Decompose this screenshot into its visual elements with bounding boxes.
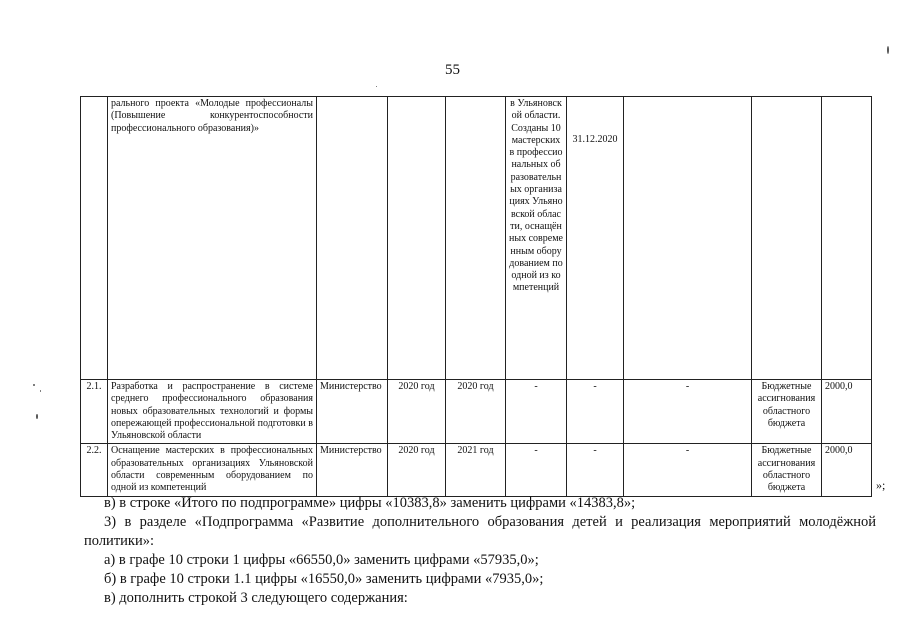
table-row-2-2 xyxy=(81,444,872,496)
cell-amount: 2000,0 xyxy=(822,444,872,496)
cell-executor: Министерство xyxy=(317,444,388,496)
cell-num: 2.1. xyxy=(81,380,108,444)
paragraph-section-3: 3) в разделе «Подпрограмма «Развитие дополнительного образования детей и реализация мероприятий молодёжной политики»: xyxy=(84,514,876,549)
cell-dash: - xyxy=(506,380,567,444)
cell-end xyxy=(446,97,506,380)
cell-source: Бюджетные ассигнования областного бюджета xyxy=(752,380,822,444)
paragraph-b: б) в графе 10 строки 1.1 цифры «16550,0» заменить цифрами «7935,0»; xyxy=(104,571,544,587)
cell-amount xyxy=(822,97,872,380)
cell-num xyxy=(81,97,108,380)
cell-executor: Министерство xyxy=(317,380,388,444)
table-row-continuation xyxy=(81,97,872,380)
cell-dash: - xyxy=(506,444,567,496)
cell-start xyxy=(388,97,446,380)
cell-dash: - xyxy=(567,380,624,444)
cell-source: Бюджетные ассигнования областного бюджета xyxy=(752,444,822,496)
cell-date xyxy=(567,97,624,380)
page-number: 55 xyxy=(445,62,460,78)
scan-speck xyxy=(376,86,377,87)
scan-speck xyxy=(887,46,889,54)
scan-speck xyxy=(36,414,38,419)
cell-event-name: Разработка и распространение в системе среднего профессионального образования новых образовательных технологий и формы опережающей профессиональной подготовки в Ульяновской области xyxy=(108,380,317,444)
cell-amount: 2000,0 xyxy=(822,380,872,444)
scan-speck xyxy=(33,384,35,386)
date-text: 31.12.2020 xyxy=(572,134,618,145)
cell-dash: - xyxy=(624,380,752,444)
paragraph-v-itogo: в) в строке «Итого по подпрограмме» цифры «10383,8» заменить цифрами «14383,8»; xyxy=(104,495,636,511)
paragraph-v-add: в) дополнить строкой 3 следующего содержания: xyxy=(104,590,408,606)
paragraph-a: а) в графе 10 строки 1 цифры «66550,0» заменить цифрами «57935,0»; xyxy=(104,552,539,568)
cell-event-name: Оснащение мастерских в профессиональных образовательных организациях Ульяновской области современным оборудованием по одной из компетенций xyxy=(108,444,317,496)
cell-end: 2021 год xyxy=(446,444,506,496)
cell-executor xyxy=(317,97,388,380)
cell-dash: - xyxy=(567,444,624,496)
cell-source xyxy=(752,97,822,380)
cell-start: 2020 год xyxy=(388,444,446,496)
cell-result: в Ульяновской области. Созданы 10 мастерских в профессиональных образовательных организациях Ульяновской области, оснащённых современным оборудованием по одной из компетенций xyxy=(506,97,567,380)
cell-empty-1 xyxy=(624,97,752,380)
table-row-2-1 xyxy=(81,380,872,444)
cell-start: 2020 год xyxy=(388,380,446,444)
cell-end: 2020 год xyxy=(446,380,506,444)
cell-event-name: рального проекта «Молодые профессионалы (Повышение конкурентоспособности профессионального образования)» xyxy=(108,97,317,380)
scan-speck xyxy=(40,390,41,392)
cell-dash: - xyxy=(624,444,752,496)
table-close-quote: »; xyxy=(876,478,886,492)
cell-num: 2.2. xyxy=(81,444,108,496)
program-table xyxy=(80,96,872,497)
